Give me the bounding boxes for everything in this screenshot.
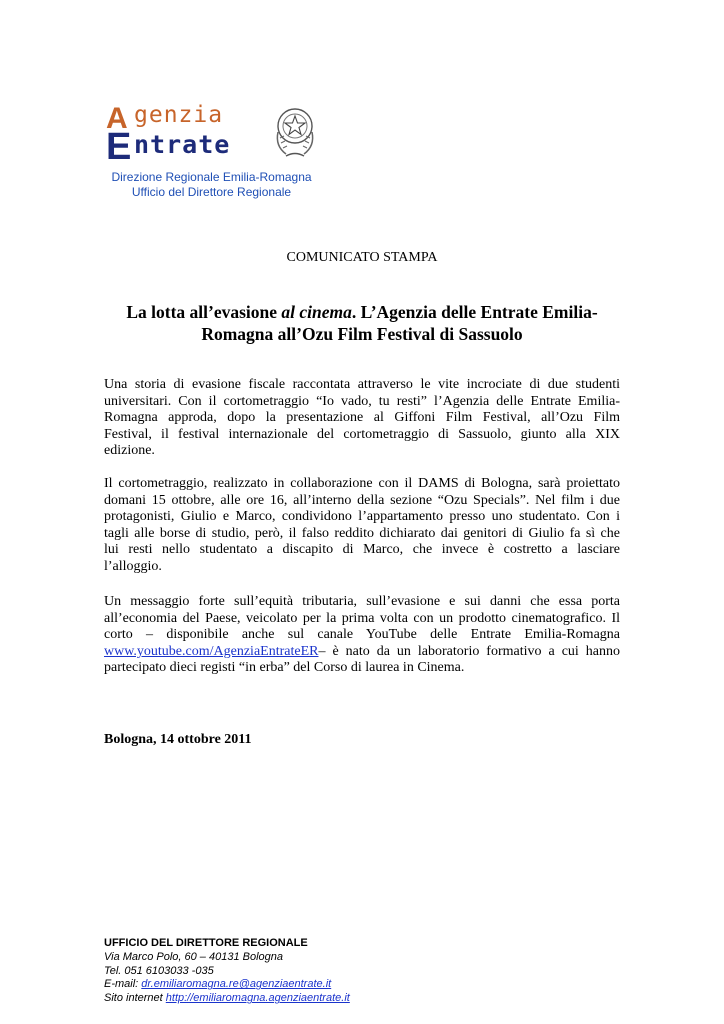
- footer-address: Via Marco Polo, 60 – 40131 Bologna: [104, 950, 283, 963]
- footer-site-label: Sito internet: [104, 992, 166, 1005]
- paragraph-line: domani 15 ottobre, alle ore 16, all’interno della sezione “Ozu Specials”. Nel film i due: [104, 492, 620, 508]
- logo-word-ntrate: ntrate: [134, 130, 231, 159]
- paragraph-1: [104, 377, 620, 460]
- paragraph-line: tagli alle borse di studio, però, il falso reddito dichiarato dai genitori di Giulio fa sì che: [104, 525, 620, 541]
- footer-email-link[interactable]: dr.emiliaromagna.re@agenziaentrate.it: [141, 978, 332, 991]
- footer-title: UFFICIO DEL DIRETTORE REGIONALE: [104, 937, 308, 949]
- logo-word-genzia: genzia: [134, 102, 224, 128]
- agenzia-entrate-logo: [104, 102, 318, 166]
- headline: [104, 301, 620, 345]
- logo-letter-a: A: [106, 102, 128, 135]
- headline-text: . L’Agenzia delle Entrate Emilia-: [351, 302, 598, 322]
- release-date: Bologna, 14 ottobre 2011: [104, 732, 252, 747]
- headline-text: La lotta all’evasione: [126, 302, 282, 322]
- paragraph-line: edizione.: [104, 443, 155, 459]
- footer-email-line: [104, 978, 434, 992]
- paragraph-line: partecipato dieci registi “in erba” del Corso di laurea in Cinema.: [104, 660, 465, 676]
- italian-republic-emblem-icon: [272, 102, 318, 162]
- logo-wordmark: [104, 102, 274, 166]
- paragraph-3: [104, 594, 620, 677]
- headline-line-2: Romagna all’Ozu Film Festival di Sassuolo: [201, 324, 523, 344]
- office-header: [104, 170, 319, 200]
- youtube-channel-link[interactable]: www.youtube.com/AgenziaEntrateER: [104, 643, 319, 659]
- paragraph-line: corto – disponibile anche sul canale YouTube delle Entrate Emilia-Romagna: [104, 627, 620, 643]
- paragraph-2: [104, 476, 620, 576]
- paragraph-text: – è nato da un laboratorio formativo a cui hanno: [318, 643, 620, 659]
- office-region: Direzione Regionale Emilia-Romagna: [111, 170, 312, 184]
- paragraph-line: Un messaggio forte sull’equità tributaria, sull’evasione e sui danni che essa porta: [104, 594, 620, 609]
- headline-italic: al cinema: [281, 302, 352, 322]
- footer-site-line: [104, 992, 434, 1006]
- paragraph-line: Una storia di evasione fiscale raccontata attraverso le vite incrociate di due studenti: [104, 377, 620, 392]
- press-release-label: COMUNICATO STAMPA: [286, 250, 438, 265]
- paragraph-line: Romagna approda, dopo la presentazione al Giffoni Film Festival, all’Ozu Film: [104, 410, 620, 426]
- headline-line-1: [104, 301, 620, 323]
- paragraph-line: universitari. Con il cortometraggio “Io vado, tu resti” l’Agenzia delle Entrate Emilia-: [104, 393, 620, 409]
- paragraph-line: lui resti nello studentato a discapito di Marco, che invece è costretto a lasciare: [104, 542, 620, 558]
- paragraph-line: [104, 644, 620, 661]
- footer-contacts: [104, 937, 434, 1006]
- footer-phone: Tel. 051 6103033 -035: [104, 964, 214, 977]
- footer-email-label: E-mail:: [104, 978, 142, 991]
- paragraph-line: all’economia del Paese, veicolato per la prima volta con un prodotto cinematografico. Il: [104, 610, 620, 626]
- paragraph-line: l’alloggio.: [104, 558, 162, 574]
- paragraph-line: Il cortometraggio, realizzato in collaborazione con il DAMS di Bologna, sarà proiettato: [104, 476, 620, 491]
- logo-letter-e: E: [106, 126, 132, 168]
- paragraph-line: Festival, il festival internazionale del cortometraggio di Sassuolo, giunto alla XIX: [104, 426, 620, 442]
- office-unit: Ufficio del Direttore Regionale: [131, 185, 292, 199]
- paragraph-line: protagonisti, Giulio e Marco, condividono l’appartamento presso uno studentato. Con i: [104, 509, 620, 525]
- footer-site-link[interactable]: http://emiliaromagna.agenziaentrate.it: [165, 992, 350, 1005]
